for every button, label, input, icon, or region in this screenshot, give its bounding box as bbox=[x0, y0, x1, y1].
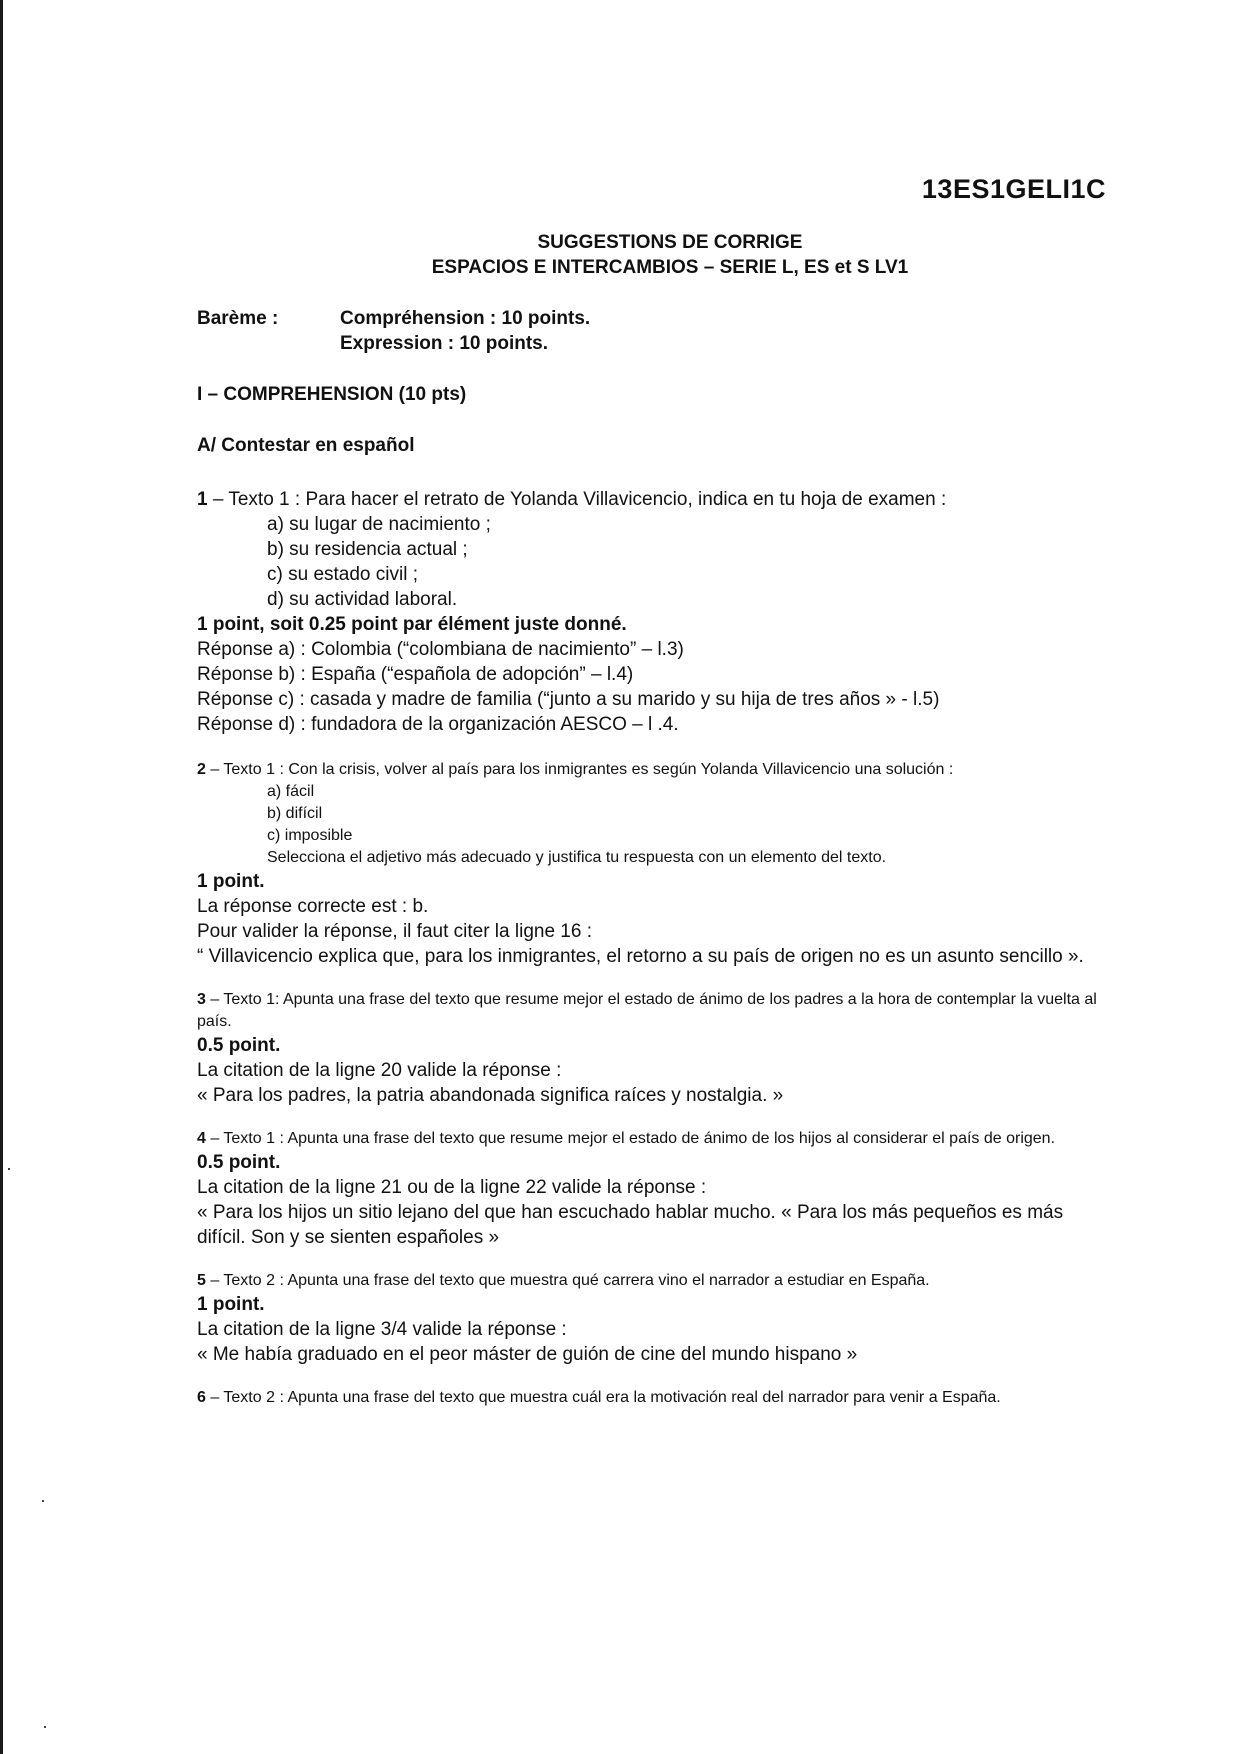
bareme-label: Barème : bbox=[197, 308, 279, 329]
question-number: 2 bbox=[197, 761, 206, 778]
question-number: 6 bbox=[197, 1389, 206, 1406]
points: 1 point, soit 0.25 point par élément juste donné. bbox=[197, 614, 627, 635]
question-number: 4 bbox=[197, 1130, 206, 1147]
answer-line: « Para los hijos un sitio lejano del que han escuchado hablar mucho. « Para los más pequeños es más difícil. Son y se sienten españoles » bbox=[197, 1202, 1064, 1248]
title-line-2: ESPACIOS E INTERCAMBIOS – SERIE L, ES et S LV1 bbox=[431, 257, 909, 278]
question-5 bbox=[197, 1270, 1097, 1292]
document-code: 13ES1GELI1C bbox=[921, 174, 1106, 204]
question-text: – Texto 2 : Apunta una frase del texto que muestra qué carrera vino el narrador a estudiar en España. bbox=[205, 1272, 930, 1289]
question-text: – Texto 1 : Para hacer el retrato de Yolanda Villavicencio, indica en tu hoja de examen : bbox=[207, 489, 947, 510]
question-number: 1 bbox=[197, 489, 208, 510]
scan-speck bbox=[44, 1726, 46, 1728]
answer-line: La citation de la ligne 20 valide la réponse : bbox=[197, 1060, 562, 1081]
bareme-comprehension: Compréhension : 10 points. bbox=[340, 308, 591, 329]
points: 0.5 point. bbox=[197, 1152, 281, 1173]
answer-line: « Me había graduado en el peor máster de guión de cine del mundo hispano » bbox=[197, 1344, 858, 1365]
document-title bbox=[0, 230, 1240, 280]
question-text: – Texto 1 : Con la crisis, volver al país para los inmigrantes es según Yolanda Villavicencio una solución : bbox=[205, 761, 954, 778]
points: 1 point. bbox=[197, 1294, 265, 1315]
instruction: Selecciona el adjetivo más adecuado y justifica tu respuesta con un elemento del texto. bbox=[267, 849, 887, 866]
questions-content bbox=[197, 487, 1097, 1409]
question-text: – Texto 2 : Apunta una frase del texto que muestra cuál era la motivación real del narrador para venir a España. bbox=[205, 1389, 1001, 1406]
option: a) su lugar de nacimiento ; bbox=[267, 514, 491, 535]
question-text: – Texto 1: Apunta una frase del texto que resume mejor el estado de ánimo de los padres a la hora de contemplar la vuelta al país. bbox=[197, 991, 1097, 1030]
option: b) difícil bbox=[267, 805, 323, 822]
question-6 bbox=[197, 1387, 1097, 1409]
answer-line: “ Villavicencio explica que, para los inmigrantes, el retorno a su país de origen no es un asunto sencillo ». bbox=[197, 946, 1084, 967]
option: d) su actividad laboral. bbox=[267, 589, 458, 610]
option: c) su estado civil ; bbox=[267, 564, 418, 585]
points: 1 point. bbox=[197, 871, 265, 892]
answer-line: Réponse b) : España (“española de adopción” – l.4) bbox=[197, 664, 634, 685]
points: 0.5 point. bbox=[197, 1035, 281, 1056]
answer-line: La citation de la ligne 3/4 valide la réponse : bbox=[197, 1319, 567, 1340]
question-number: 5 bbox=[197, 1272, 206, 1289]
question-number: 3 bbox=[197, 991, 206, 1008]
answer-line: Réponse d) : fundadora de la organización AESCO – l .4. bbox=[197, 714, 679, 735]
title-line-1: SUGGESTIONS DE CORRIGE bbox=[537, 232, 803, 253]
question-2 bbox=[197, 759, 1097, 781]
answer-line: « Para los padres, la patria abandonada significa raíces y nostalgia. » bbox=[197, 1085, 784, 1106]
scan-speck bbox=[8, 1168, 10, 1170]
answer-line: La réponse correcte est : b. bbox=[197, 896, 429, 917]
question-1 bbox=[197, 487, 1097, 512]
scan-speck bbox=[42, 1500, 44, 1502]
option: c) imposible bbox=[267, 827, 353, 844]
option: a) fácil bbox=[267, 783, 315, 800]
answer-line: La citation de la ligne 21 ou de la ligne 22 valide la réponse : bbox=[197, 1177, 707, 1198]
question-3 bbox=[197, 989, 1097, 1033]
bareme-expression: Expression : 10 points. bbox=[340, 333, 548, 354]
question-4 bbox=[197, 1128, 1097, 1150]
section-title: I – COMPREHENSION (10 pts) bbox=[197, 384, 467, 405]
question-text: – Texto 1 : Apunta una frase del texto que resume mejor el estado de ánimo de los hijos al considerar el país de origen. bbox=[205, 1130, 1056, 1147]
answer-line: Réponse a) : Colombia (“colombiana de nacimiento” – l.3) bbox=[197, 639, 684, 660]
bareme-values bbox=[340, 306, 740, 356]
answer-line: Réponse c) : casada y madre de familia (“junto a su marido y su hija de tres años » - l.5) bbox=[197, 689, 940, 710]
option: b) su residencia actual ; bbox=[267, 539, 468, 560]
subsection-title: A/ Contestar en español bbox=[197, 435, 415, 456]
answer-line: Pour valider la réponse, il faut citer la ligne 16 : bbox=[197, 921, 592, 942]
